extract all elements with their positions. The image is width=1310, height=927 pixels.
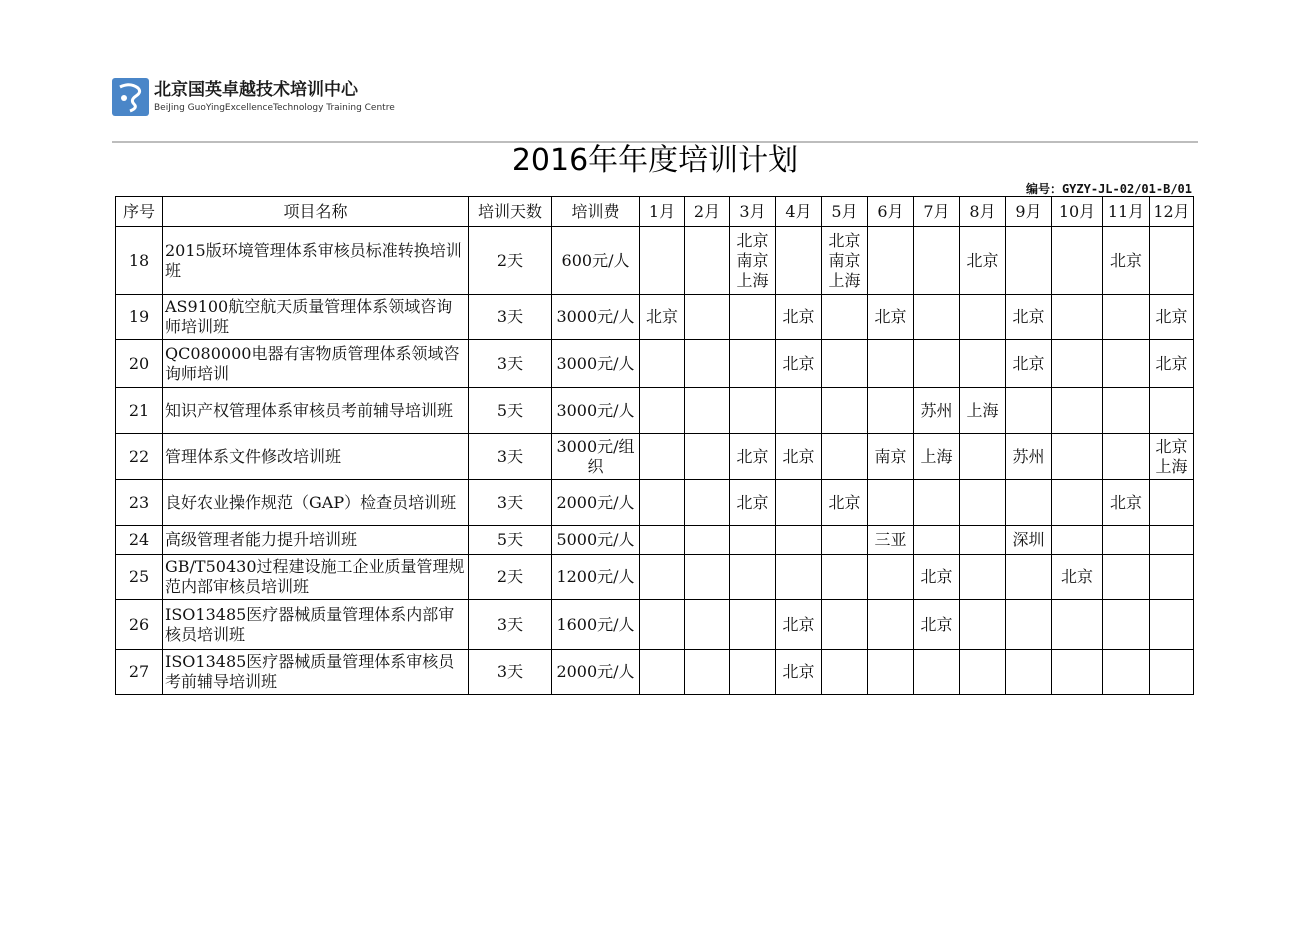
month-cell xyxy=(868,480,914,526)
month-cell xyxy=(776,388,822,434)
month-cell xyxy=(822,340,868,388)
month-cell xyxy=(868,650,914,695)
column-header: 培训费 xyxy=(552,197,640,227)
month-cell xyxy=(640,555,685,600)
month-cell xyxy=(730,600,776,650)
month-cell xyxy=(1052,526,1103,555)
month-cell xyxy=(1052,340,1103,388)
month-cell xyxy=(640,480,685,526)
training-fee: 3000元/人 xyxy=(552,388,640,434)
row-number: 21 xyxy=(116,388,163,434)
city-label: 北京 xyxy=(920,567,953,586)
training-days: 3天 xyxy=(469,434,552,480)
month-cell xyxy=(1006,295,1052,340)
table-row xyxy=(116,600,1194,650)
month-cell xyxy=(1103,600,1150,650)
city-label: 三亚 xyxy=(874,530,907,549)
month-cell xyxy=(776,650,822,695)
city-label: 北京 xyxy=(874,307,907,326)
month-cell xyxy=(1052,650,1103,695)
table-row xyxy=(116,555,1194,600)
row-number: 19 xyxy=(116,295,163,340)
month-cell xyxy=(960,295,1006,340)
month-cell xyxy=(776,434,822,480)
month-cell xyxy=(960,340,1006,388)
month-cell xyxy=(1103,555,1150,600)
project-name: 2015版环境管理体系审核员标准转换培训班 xyxy=(163,227,469,295)
month-cell xyxy=(730,526,776,555)
month-cell xyxy=(822,600,868,650)
city-label: 北京 xyxy=(736,492,769,512)
training-fee: 1200元/人 xyxy=(552,555,640,600)
project-name: 良好农业操作规范（GAP）检查员培训班 xyxy=(163,480,469,526)
month-cell xyxy=(868,295,914,340)
month-cell xyxy=(1150,600,1194,650)
month-cell xyxy=(685,388,730,434)
month-cell xyxy=(1150,295,1194,340)
table-row xyxy=(116,526,1194,555)
training-fee: 3000元/人 xyxy=(552,340,640,388)
month-cell xyxy=(1006,650,1052,695)
month-cell xyxy=(1150,340,1194,388)
month-cell xyxy=(1150,526,1194,555)
month-cell xyxy=(868,600,914,650)
column-header: 6月 xyxy=(868,197,914,227)
training-fee: 3000元/人 xyxy=(552,295,640,340)
city-label: 南京 xyxy=(874,446,907,466)
city-label: 北京 xyxy=(736,446,769,466)
month-cell xyxy=(640,227,685,295)
month-cell xyxy=(1052,227,1103,295)
month-cell xyxy=(730,555,776,600)
training-days: 5天 xyxy=(469,388,552,434)
month-cell xyxy=(914,340,960,388)
month-cell xyxy=(776,480,822,526)
month-cell xyxy=(960,526,1006,555)
page-title: 2016年年度培训计划 xyxy=(511,143,799,178)
table-row xyxy=(116,480,1194,526)
month-cell xyxy=(914,388,960,434)
table-header-row xyxy=(116,197,1194,227)
month-cell xyxy=(914,480,960,526)
city-label: 苏州 xyxy=(1012,446,1045,466)
month-cell xyxy=(1052,555,1103,600)
month-cell xyxy=(1006,434,1052,480)
city-label: 上海 xyxy=(920,446,953,466)
month-cell xyxy=(685,480,730,526)
month-cell xyxy=(776,227,822,295)
month-cell xyxy=(914,650,960,695)
table-row xyxy=(116,227,1194,295)
month-cell xyxy=(1052,480,1103,526)
city-label: 上海 xyxy=(828,270,861,290)
table-row xyxy=(116,650,1194,695)
month-cell xyxy=(914,227,960,295)
month-cell xyxy=(776,555,822,600)
month-cell xyxy=(1150,650,1194,695)
month-cell xyxy=(822,227,868,295)
city-label: 北京 xyxy=(782,614,815,634)
month-cell xyxy=(1052,600,1103,650)
training-fee: 1600元/人 xyxy=(552,600,640,650)
training-days: 3天 xyxy=(469,600,552,650)
month-cell xyxy=(868,555,914,600)
training-days: 2天 xyxy=(469,555,552,600)
city-label: 上海 xyxy=(966,400,999,420)
month-cell xyxy=(1150,434,1194,480)
month-cell xyxy=(914,434,960,480)
month-cell xyxy=(960,650,1006,695)
table-row xyxy=(116,388,1194,434)
row-number: 22 xyxy=(116,434,163,480)
month-cell xyxy=(640,434,685,480)
column-header: 10月 xyxy=(1052,197,1103,227)
city-label: 南京 xyxy=(736,250,769,270)
month-cell xyxy=(960,434,1006,480)
training-fee: 5000元/人 xyxy=(552,526,640,555)
training-fee: 2000元/人 xyxy=(552,480,640,526)
project-name: ISO13485医疗器械质量管理体系内部审核员培训班 xyxy=(163,600,469,650)
city-label: 北京 xyxy=(1012,353,1045,373)
month-cell xyxy=(1103,526,1150,555)
city-label: 北京 xyxy=(1060,567,1093,586)
project-name: GB/T50430过程建设施工企业质量管理规范内部审核员培训班 xyxy=(163,555,469,600)
column-header: 9月 xyxy=(1006,197,1052,227)
city-label: 深圳 xyxy=(1012,530,1045,549)
month-cell xyxy=(1052,295,1103,340)
column-header: 4月 xyxy=(776,197,822,227)
month-cell xyxy=(1006,600,1052,650)
month-cell xyxy=(1103,434,1150,480)
month-cell xyxy=(914,600,960,650)
month-cell xyxy=(1103,388,1150,434)
column-header: 8月 xyxy=(960,197,1006,227)
training-fee: 600元/人 xyxy=(552,227,640,295)
month-cell xyxy=(960,227,1006,295)
city-label: 上海 xyxy=(1155,456,1188,476)
city-label: 北京 xyxy=(1155,353,1188,373)
month-cell xyxy=(868,434,914,480)
month-cell xyxy=(1103,295,1150,340)
project-name: QC080000电器有害物质管理体系领域咨询师培训 xyxy=(163,340,469,388)
city-label: 北京 xyxy=(1109,492,1142,512)
city-label: 上海 xyxy=(736,270,769,290)
project-name: 管理体系文件修改培训班 xyxy=(163,434,469,480)
month-cell xyxy=(730,227,776,295)
city-label: 北京 xyxy=(782,307,815,326)
row-number: 20 xyxy=(116,340,163,388)
column-header: 1月 xyxy=(640,197,685,227)
month-cell xyxy=(640,650,685,695)
month-cell xyxy=(730,480,776,526)
month-cell xyxy=(776,526,822,555)
logo-title: 北京国英卓越技术培训中心 xyxy=(154,80,358,100)
month-cell xyxy=(960,480,1006,526)
row-number: 24 xyxy=(116,526,163,555)
month-cell xyxy=(1150,555,1194,600)
city-label: 北京 xyxy=(782,446,815,466)
city-label: 北京 xyxy=(1109,250,1142,270)
month-cell xyxy=(685,434,730,480)
month-cell xyxy=(685,340,730,388)
month-cell xyxy=(822,555,868,600)
logo-subtitle: BeiJing GuoYingExcellenceTechnology Training Centre xyxy=(154,103,395,113)
month-cell xyxy=(685,227,730,295)
month-cell xyxy=(1103,480,1150,526)
month-cell xyxy=(868,526,914,555)
month-cell xyxy=(1150,388,1194,434)
month-cell xyxy=(1006,388,1052,434)
month-cell xyxy=(1006,227,1052,295)
month-cell xyxy=(685,526,730,555)
month-cell xyxy=(730,434,776,480)
city-label: 北京 xyxy=(1155,436,1188,456)
month-cell xyxy=(1103,340,1150,388)
city-label: 北京 xyxy=(736,230,769,250)
row-number: 25 xyxy=(116,555,163,600)
month-cell xyxy=(1006,480,1052,526)
month-cell xyxy=(822,650,868,695)
column-header: 序号 xyxy=(116,197,163,227)
training-days: 3天 xyxy=(469,650,552,695)
city-label: 北京 xyxy=(782,353,815,373)
city-label: 苏州 xyxy=(920,400,953,420)
table-row xyxy=(116,434,1194,480)
month-cell xyxy=(868,227,914,295)
month-cell xyxy=(960,388,1006,434)
month-cell xyxy=(730,295,776,340)
month-cell xyxy=(960,555,1006,600)
month-cell xyxy=(776,600,822,650)
column-header: 11月 xyxy=(1103,197,1150,227)
month-cell xyxy=(730,650,776,695)
month-cell xyxy=(822,434,868,480)
logo xyxy=(112,78,395,116)
month-cell xyxy=(1052,434,1103,480)
column-header: 2月 xyxy=(685,197,730,227)
training-days: 3天 xyxy=(469,480,552,526)
city-label: 北京 xyxy=(966,250,999,270)
month-cell xyxy=(640,295,685,340)
month-cell xyxy=(1052,388,1103,434)
city-label: 南京 xyxy=(828,250,861,270)
month-cell xyxy=(822,388,868,434)
training-fee: 3000元/组织 xyxy=(552,434,640,480)
row-number: 26 xyxy=(116,600,163,650)
column-header: 培训天数 xyxy=(469,197,552,227)
column-header: 项目名称 xyxy=(163,197,469,227)
month-cell xyxy=(640,388,685,434)
column-header: 3月 xyxy=(730,197,776,227)
month-cell xyxy=(868,388,914,434)
city-label: 北京 xyxy=(828,492,861,512)
month-cell xyxy=(685,600,730,650)
training-fee: 2000元/人 xyxy=(552,650,640,695)
project-name: 知识产权管理体系审核员考前辅导培训班 xyxy=(163,388,469,434)
city-label: 北京 xyxy=(1012,307,1045,326)
month-cell xyxy=(640,526,685,555)
month-cell xyxy=(822,295,868,340)
month-cell xyxy=(1103,227,1150,295)
city-label: 北京 xyxy=(920,614,953,634)
month-cell xyxy=(1150,480,1194,526)
column-header: 12月 xyxy=(1150,197,1194,227)
city-label: 北京 xyxy=(1155,307,1188,326)
month-cell xyxy=(914,555,960,600)
row-number: 18 xyxy=(116,227,163,295)
month-cell xyxy=(1006,340,1052,388)
month-cell xyxy=(776,340,822,388)
month-cell xyxy=(730,340,776,388)
month-cell xyxy=(914,295,960,340)
city-label: 北京 xyxy=(782,662,815,681)
city-label: 北京 xyxy=(645,307,678,326)
project-name: AS9100航空航天质量管理体系领域咨询师培训班 xyxy=(163,295,469,340)
month-cell xyxy=(1150,227,1194,295)
month-cell xyxy=(685,650,730,695)
month-cell xyxy=(1006,526,1052,555)
month-cell xyxy=(914,526,960,555)
training-days: 3天 xyxy=(469,340,552,388)
training-days: 2天 xyxy=(469,227,552,295)
month-cell xyxy=(640,600,685,650)
month-cell xyxy=(640,340,685,388)
table-row xyxy=(116,340,1194,388)
month-cell xyxy=(960,600,1006,650)
month-cell xyxy=(868,340,914,388)
table-row xyxy=(116,295,1194,340)
month-cell xyxy=(685,555,730,600)
month-cell xyxy=(822,480,868,526)
column-header: 5月 xyxy=(822,197,868,227)
month-cell xyxy=(685,295,730,340)
month-cell xyxy=(822,526,868,555)
column-header: 7月 xyxy=(914,197,960,227)
city-label: 北京 xyxy=(828,230,861,250)
training-days: 3天 xyxy=(469,295,552,340)
month-cell xyxy=(1103,650,1150,695)
project-name: 高级管理者能力提升培训班 xyxy=(163,526,469,555)
document-number: 编号：GYZY-JL-02/01-B/01 xyxy=(1025,182,1192,196)
logo-mark-icon xyxy=(112,78,149,116)
project-name: ISO13485医疗器械质量管理体系审核员考前辅导培训班 xyxy=(163,650,469,695)
training-days: 5天 xyxy=(469,526,552,555)
month-cell xyxy=(730,388,776,434)
month-cell xyxy=(1006,555,1052,600)
row-number: 27 xyxy=(116,650,163,695)
row-number: 23 xyxy=(116,480,163,526)
training-plan-table xyxy=(115,196,1194,695)
table-body xyxy=(116,227,1194,695)
month-cell xyxy=(776,295,822,340)
